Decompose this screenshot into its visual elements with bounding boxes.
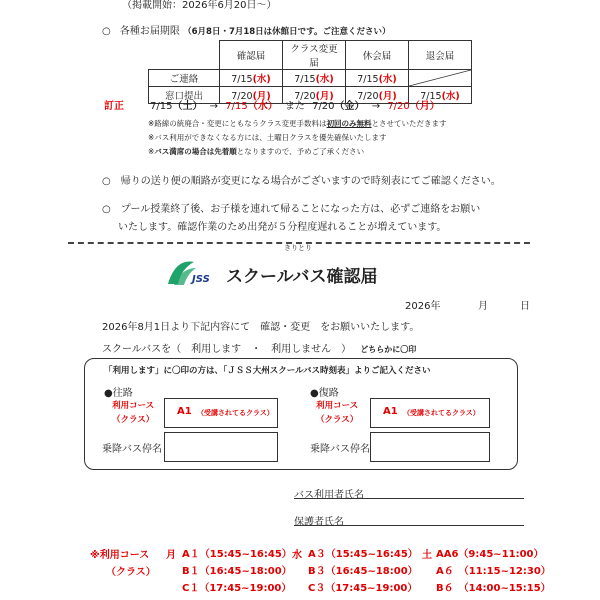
return-title: ●復路 [310, 388, 339, 399]
user-name-line[interactable] [294, 498, 524, 499]
outbound-stop-field[interactable] [164, 432, 278, 462]
date-month: 月 [478, 301, 488, 312]
col-header: クラス変更届 [283, 41, 346, 70]
start-note: （掲載開始：2026年6月20日～） [122, 0, 277, 11]
sat-day: 土 [422, 550, 432, 561]
wed-day: 水 [292, 550, 302, 561]
course-example-hint: （受講されてるクラス） [197, 409, 274, 417]
col-header: 休会届 [346, 41, 409, 70]
table-cell: 7/15(水) [220, 70, 283, 87]
use-choice-hint: どちらかに〇印 [360, 345, 417, 354]
use-choice-label[interactable]: スクールバスを（ 利用します ・ 利用しません ） [102, 344, 352, 355]
return-course-field[interactable] [370, 398, 490, 428]
cut-line-label: きりとり [284, 244, 312, 252]
date-day: 日 [520, 301, 530, 312]
jss-logo [164, 258, 214, 288]
table-cell: 7/15(水) [346, 70, 409, 87]
note-full: ※バス満席の場合は先着順となりますので、予めご了承ください [148, 147, 365, 156]
table-cell-na [409, 70, 472, 87]
course-example: A1 [383, 406, 398, 417]
table-cell: 7/15(水) [283, 70, 346, 87]
outbound-title: ●往路 [104, 388, 133, 399]
note-fee: ※路線の統廃合・変更にともなうクラス変更手数料は初回のみ無料とさせていただきます [148, 119, 447, 128]
row-label: 窓口提出 [149, 87, 220, 104]
bullet-pickup-2: いたします。確認作業のため出発が５分程度遅れることが増えています。 [118, 222, 447, 233]
deadlines-table [148, 40, 472, 104]
course-list-label-2: （クラス） [106, 567, 156, 578]
table-cell: 7/15(水) [409, 87, 472, 104]
course-example-hint: （受講されてるクラス） [403, 409, 480, 417]
deadlines-heading [102, 22, 391, 37]
col-header: 退会届 [409, 41, 472, 70]
table-row [149, 70, 472, 87]
date-year: 2026年 [405, 301, 441, 312]
row-label: ご連絡 [149, 70, 220, 87]
mon-day: 月 [166, 550, 176, 561]
deadlines-note: （6月8日・7月18日は休館日です。ご注意ください） [183, 27, 391, 37]
correction-line: 7/15（土） → 7/15（水） また 7/20（金） → 7/20（月） [150, 101, 440, 112]
table-cell: 7/20(月) [220, 87, 283, 104]
sat-courses: AA6（9:45~11:00） A６ （11:15~12:30） B６ （14:00~15:15） [436, 549, 551, 594]
outbound-stop-label: 乗降バス停名 [102, 444, 162, 455]
deadlines-title: 各種お届期限 [119, 26, 180, 37]
form-title: スクールバス確認届 [226, 267, 378, 287]
form-intro: 2026年8月1日より下記内容にて 確認・変更 をお願いいたします。 [102, 322, 420, 333]
course-list-label: ※利用コース [90, 550, 150, 561]
return-course-label: 利用コース （クラス） [316, 401, 359, 425]
table-corner [149, 41, 220, 70]
logo-text: JSS [192, 274, 210, 285]
return-stop-label: 乗降バス停名 [310, 444, 370, 455]
use-choice[interactable] [102, 340, 416, 355]
bullet-route-change: ○ 帰りの送り便の順路が変更になる場合がございますので時刻表にてご確認ください。 [102, 176, 501, 187]
col-header: 確認届 [220, 41, 283, 70]
course-example: A1 [177, 406, 192, 417]
correction-label: 訂正 [104, 101, 124, 112]
outbound-course-label: 利用コース （クラス） [112, 401, 155, 425]
guardian-name-line[interactable] [294, 525, 524, 526]
table-cell: 7/20(月) [346, 87, 409, 104]
bullet-pickup-1: ○ プール授業終了後、お子様を連れて帰ることになった方は、必ずご連絡をお願い [102, 204, 481, 215]
diagonal-line [409, 70, 471, 86]
guardian-name-label: 保護者氏名 [294, 517, 344, 528]
box-note: 「利用します」に〇印の方は、「ＪＳＳ大州スクールバス時刻表」よりご記入ください [104, 366, 431, 376]
wed-courses: A３（15:45~16:45） B３（16:45~18:00） C３（17:45~19:00） [308, 549, 418, 594]
mon-courses: A１（15:45~16:45） B１（16:45~18:00） C１（17:45~19:00） [182, 549, 292, 594]
bullet-mark: ○ [102, 26, 111, 37]
table-cell: 7/20(月) [283, 87, 346, 104]
user-name-label: バス利用者氏名 [294, 490, 364, 501]
return-stop-field[interactable] [370, 432, 490, 462]
outbound-course-field[interactable] [164, 398, 278, 428]
table-header-row [149, 41, 472, 70]
note-saturday: ※バス利用ができなくなる方には、土曜日クラスを優先確保いたします [148, 133, 387, 142]
